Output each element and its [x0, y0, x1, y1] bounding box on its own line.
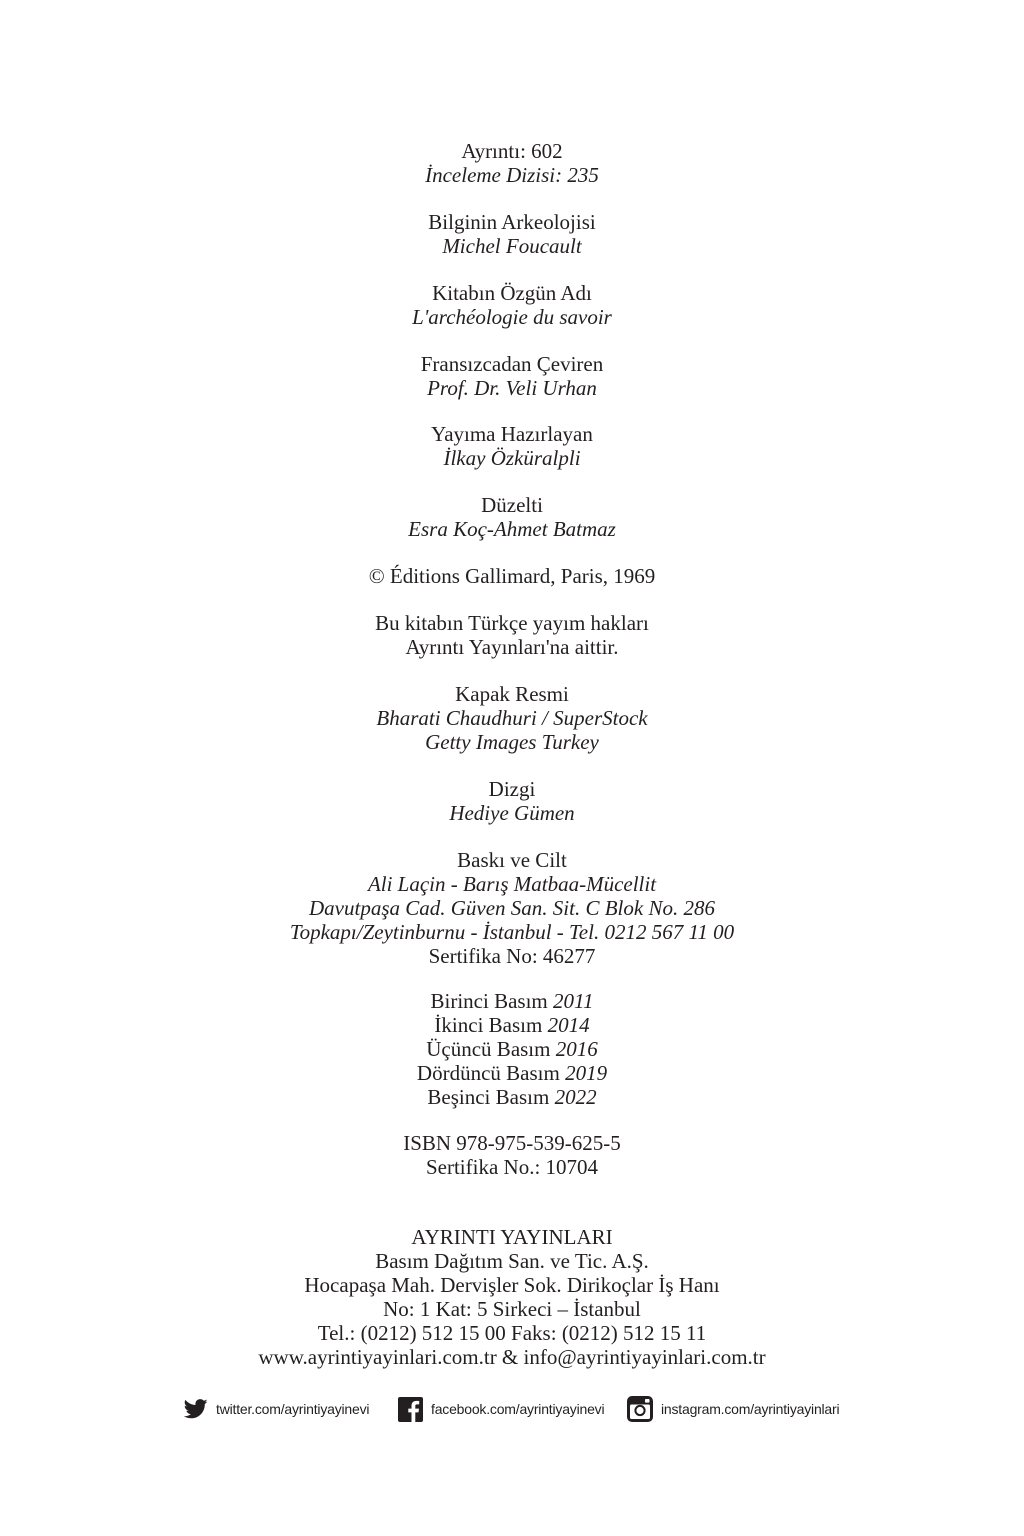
isbn-number: ISBN 978-975-539-625-5 — [403, 1131, 621, 1155]
edition-year: 2011 — [553, 989, 594, 1013]
typesetting-label: Dizgi — [488, 777, 536, 801]
series-block — [0, 139, 1024, 187]
edition-year: 2014 — [547, 1013, 590, 1037]
editions-block — [0, 989, 1024, 1109]
printing-line-2: Davutpaşa Cad. Güven San. Sit. C Blok No. 286 — [309, 896, 715, 920]
edition-line — [0, 1013, 1024, 1037]
publisher-line-2: Hocapaşa Mah. Dervişler Sok. Dirikoçlar İş Hanı — [304, 1273, 720, 1297]
editor-label: Yayıma Hazırlayan — [431, 422, 593, 446]
edition-line — [0, 1085, 1024, 1109]
isbn-block — [0, 1131, 1024, 1179]
copyright-text: © Éditions Gallimard, Paris, 1969 — [368, 564, 656, 588]
edition-label: İkinci Basım — [434, 1013, 543, 1037]
typesetting-block — [0, 777, 1024, 825]
twitter-icon — [184, 1399, 208, 1419]
printing-certificate: Sertifika No: 46277 — [428, 944, 596, 968]
proofreading-label: Düzelti — [481, 493, 543, 517]
publisher-block — [0, 1225, 1024, 1369]
translator-block — [0, 352, 1024, 400]
book-author: Michel Foucault — [442, 234, 582, 258]
twitter-handle[interactable]: twitter.com/ayrintiyayinevi — [216, 1401, 370, 1417]
printing-block — [0, 848, 1024, 968]
edition-label: Dördüncü Basım — [416, 1061, 560, 1085]
edition-label: Üçüncü Basım — [426, 1037, 551, 1061]
facebook-handle[interactable]: facebook.com/ayrintiyayinevi — [431, 1401, 605, 1417]
facebook-icon — [398, 1397, 423, 1422]
edition-line — [0, 989, 1024, 1013]
rights-line-2: Ayrıntı Yayınları'na aittir. — [405, 635, 619, 659]
facebook-link[interactable] — [398, 1392, 604, 1426]
social-links — [0, 1392, 1024, 1426]
edition-line — [0, 1037, 1024, 1061]
publisher-name: AYRINTI YAYINLARI — [411, 1225, 613, 1249]
proofreading-value: Esra Koç-Ahmet Batmaz — [408, 517, 616, 541]
editor-value: İlkay Özküralpli — [443, 446, 581, 470]
original-title-value: L'archéologie du savoir — [412, 305, 612, 329]
translator-value: Prof. Dr. Veli Urhan — [427, 376, 597, 400]
series-subseries: İnceleme Dizisi: 235 — [425, 163, 599, 187]
cover-block — [0, 682, 1024, 754]
series-number: Ayrıntı: 602 — [461, 139, 563, 163]
translator-label: Fransızcadan Çeviren — [420, 352, 604, 376]
cover-label: Kapak Resmi — [455, 682, 569, 706]
rights-block — [0, 611, 1024, 659]
original-title-label: Kitabın Özgün Adı — [432, 281, 592, 305]
publisher-web-email: www.ayrintiyayinlari.com.tr & info@ayrintiyayinlari.com.tr — [258, 1345, 766, 1369]
publisher-line-3: No: 1 Kat: 5 Sirkeci – İstanbul — [383, 1297, 641, 1321]
editor-block — [0, 422, 1024, 470]
printing-line-3: Topkapı/Zeytinburnu - İstanbul - Tel. 0212 567 11 00 — [289, 920, 735, 944]
typesetting-value: Hediye Gümen — [449, 801, 575, 825]
isbn-certificate: Sertifika No.: 10704 — [425, 1155, 599, 1179]
cover-line-2: Getty Images Turkey — [425, 730, 599, 754]
publisher-line-4: Tel.: (0212) 512 15 00 Faks: (0212) 512 15 11 — [317, 1321, 707, 1345]
edition-label: Birinci Basım — [430, 989, 548, 1013]
instagram-link[interactable] — [627, 1392, 839, 1426]
printing-line-1: Ali Laçin - Barış Matbaa-Mücellit — [367, 872, 657, 896]
twitter-link[interactable] — [184, 1392, 369, 1426]
edition-year: 2016 — [555, 1037, 598, 1061]
cover-line-1: Bharati Chaudhuri / SuperStock — [376, 706, 648, 730]
edition-year: 2022 — [554, 1085, 597, 1109]
edition-year: 2019 — [565, 1061, 608, 1085]
book-block — [0, 210, 1024, 258]
edition-line — [0, 1061, 1024, 1085]
printing-label: Baskı ve Cilt — [457, 848, 567, 872]
rights-line-1: Bu kitabın Türkçe yayım hakları — [375, 611, 649, 635]
original-title-block — [0, 281, 1024, 329]
book-title: Bilginin Arkeolojisi — [428, 210, 596, 234]
edition-label: Beşinci Basım — [427, 1085, 550, 1109]
instagram-handle[interactable]: instagram.com/ayrintiyayinlari — [661, 1401, 840, 1417]
instagram-icon — [627, 1396, 653, 1422]
proofreading-block — [0, 493, 1024, 541]
publisher-line-1: Basım Dağıtım San. ve Tic. A.Ş. — [375, 1249, 649, 1273]
copyright-block — [0, 564, 1024, 588]
